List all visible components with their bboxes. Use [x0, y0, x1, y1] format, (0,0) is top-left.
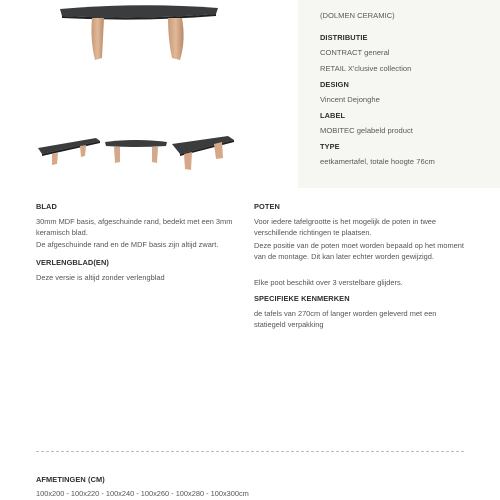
product-info-panel — [298, 0, 500, 188]
verlengblad-text: Deze versie is altijd zonder verlengblad — [36, 273, 165, 282]
distributie-contract: CONTRACT general — [320, 48, 390, 57]
poten-paragraph-1: Voor iedere tafelgrootte is het mogelijk de poten in twee verschillende richtingen te plaatsen. — [254, 217, 437, 237]
type-value: eetkamertafel, totale hoogte 76cm — [320, 157, 435, 166]
product-subtitle: (DOLMEN CERAMIC) — [320, 11, 395, 20]
poten-heading: POTEN — [254, 202, 280, 211]
label-heading: LABEL — [320, 111, 346, 120]
table-thumbnail-3[interactable] — [170, 132, 236, 178]
label-value: MOBITEC gelabeld product — [320, 126, 413, 135]
table-main-image — [40, 0, 240, 66]
kenmerken-text: de tafels van 270cm of langer worden geleverd met een statiegeld verpakking — [254, 309, 437, 329]
design-heading: DESIGN — [320, 80, 349, 89]
blad-paragraph-2: De afgeschuinde rand en de MDF basis zijn altijd zwart. — [36, 240, 219, 249]
blad-paragraph-1: 30mm MDF basis, afgeschuinde rand, bedekt met een 3mm keramisch blad. — [36, 217, 233, 237]
blad-heading: BLAD — [36, 202, 57, 211]
table-thumbnail-2[interactable] — [103, 132, 169, 178]
poten-paragraph-3: Elke poot beschikt over 3 verstelbare glijders. — [254, 278, 403, 287]
distributie-heading: DISTRIBUTIE — [320, 33, 368, 42]
afmetingen-values: 100x200 - 100x220 - 100x240 - 100x260 - 100x280 - 100x300cm — [36, 489, 249, 498]
section-divider — [36, 451, 464, 452]
table-thumbnail-1[interactable] — [36, 132, 102, 178]
distributie-retail: RETAIL X'clusive collection — [320, 64, 412, 73]
poten-paragraph-2: Deze positie van de poten moet worden bepaald op het moment van de montage. Dit kan later echter worden gewijzigd. — [254, 241, 464, 261]
design-value: Vincent Dejonghe — [320, 95, 380, 104]
type-heading: TYPE — [320, 142, 340, 151]
verlengblad-heading: VERLENGBLAD(EN) — [36, 258, 109, 267]
kenmerken-heading: SPECIFIEKE KENMERKEN — [254, 294, 350, 303]
afmetingen-heading: AFMETINGEN (CM) — [36, 475, 105, 484]
